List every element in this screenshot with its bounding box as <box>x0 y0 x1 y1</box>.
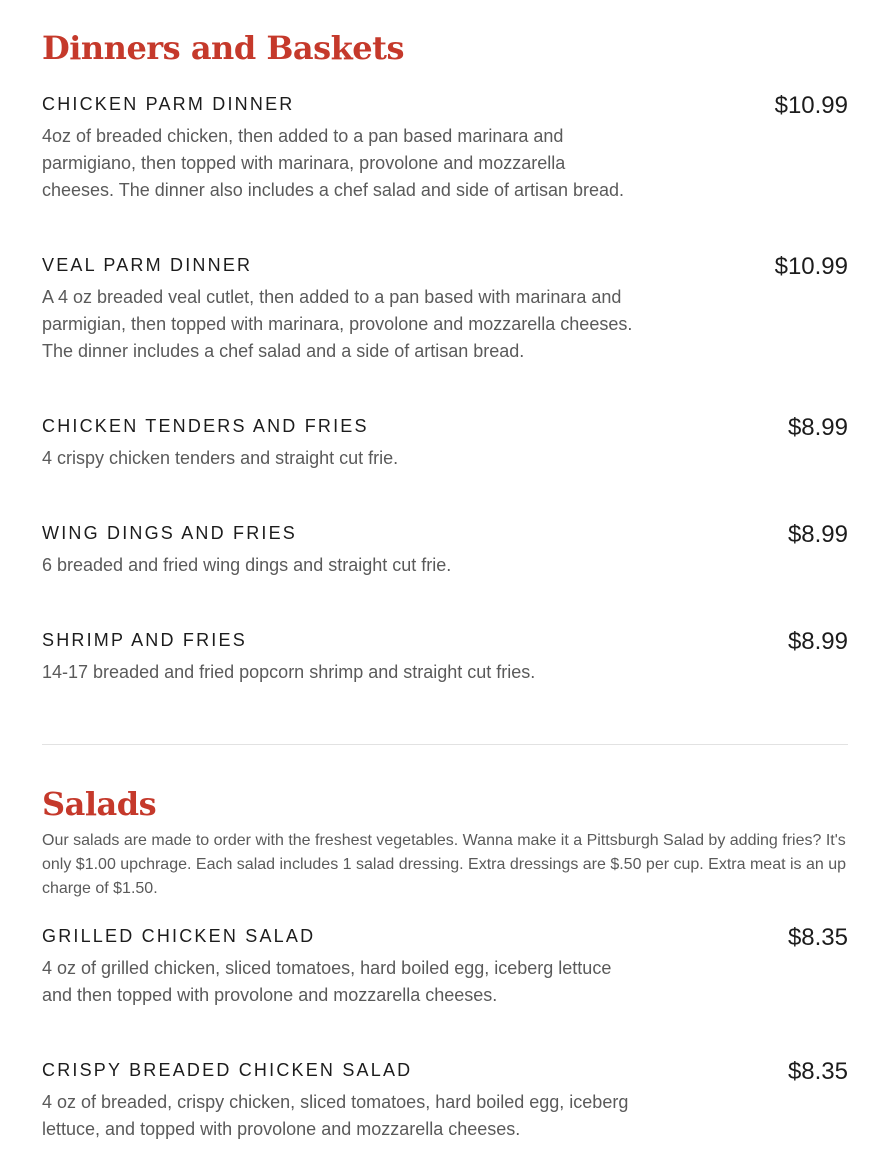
menu-item-description: A 4 oz breaded veal cutlet, then added to a pan based with marinara and parmigian, then topped with marinara, provolone and mozzarella cheeses. The dinner includes a chef salad and a side of artisan bread. <box>42 287 633 361</box>
menu-item-name: CHICKEN TENDERS AND FRIES <box>42 416 369 436</box>
menu-item-price: $8.99 <box>787 521 848 548</box>
menu-item-price: $8.35 <box>787 924 848 951</box>
menu-item-name: CHICKEN PARM DINNER <box>42 94 295 114</box>
menu-item-description: 14-17 breaded and fried popcorn shrimp and straight cut fries. <box>42 662 536 682</box>
menu-item-name: CRISPY BREADED CHICKEN SALAD <box>42 1060 413 1080</box>
menu-item-price: $8.35 <box>787 1058 848 1085</box>
menu-item-price: $8.99 <box>787 628 848 655</box>
menu-item-description: 4 crispy chicken tenders and straight cut frie. <box>42 448 399 468</box>
menu-item-description: 4 oz of grilled chicken, sliced tomatoes, hard boiled egg, iceberg lettuce and then topped with provolone and mozzarella cheeses. <box>42 958 612 1005</box>
menu-item-description: 4oz of breaded chicken, then added to a pan based marinara and parmigiano, then topped with marinara, provolone and mozzarella cheeses. The dinner also includes a chef salad and side of artisan bread. <box>42 126 625 200</box>
menu-item-name: GRILLED CHICKEN SALAD <box>42 926 316 946</box>
section-title-dinners-and-baskets: Dinners and Baskets <box>42 29 404 67</box>
menu-item-name: VEAL PARM DINNER <box>42 255 253 275</box>
section-divider <box>42 744 848 745</box>
menu-item-description: 6 breaded and fried wing dings and straight cut frie. <box>42 555 452 575</box>
menu-item-price: $10.99 <box>774 253 848 280</box>
section-intro-salads: Our salads are made to order with the freshest vegetables. Wanna make it a Pittsburgh Salad by adding fries? It's only $1.00 upchrage. Each salad includes 1 salad dressing. Extra dressings are $.50 per cup. Extra meat is an up charge of $1.50. <box>42 832 847 897</box>
section-title-salads: Salads <box>42 785 157 823</box>
menu-item-name: SHRIMP AND FRIES <box>42 630 247 650</box>
menu-item-name: WING DINGS AND FRIES <box>42 523 298 543</box>
menu-item-description: 4 oz of breaded, crispy chicken, sliced tomatoes, hard boiled egg, iceberg lettuce, and topped with provolone and mozzarella cheeses. <box>42 1092 629 1139</box>
menu-item-price: $8.99 <box>787 414 848 441</box>
menu-item-price: $10.99 <box>774 92 848 119</box>
